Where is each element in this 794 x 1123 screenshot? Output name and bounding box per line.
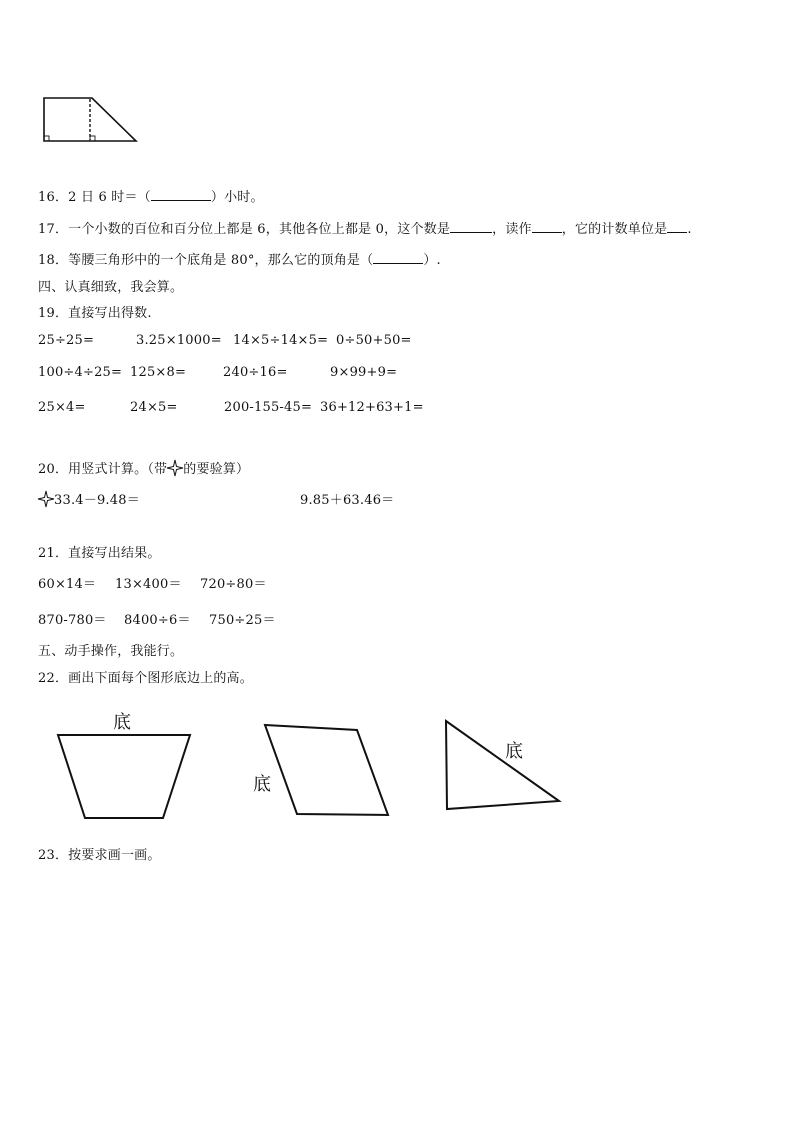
four-point-star-icon: [38, 491, 54, 507]
question-17: 17．一个小数的百位和百分位上都是 6，其他各位上都是 0，这个数是 ，读作 ，它的计数单位是 .: [38, 222, 692, 237]
calc-item: 240÷16=: [223, 365, 288, 380]
section-5-title: 五、动手操作，我能行。: [38, 644, 184, 659]
calc-item: 24×5=: [130, 400, 178, 415]
answer-blank[interactable]: [373, 251, 423, 264]
trapezoid-shape: [55, 732, 195, 822]
question-21-title: 21．直接写出结果。: [38, 546, 161, 561]
answer-blank[interactable]: [450, 220, 492, 233]
calc-item: 14×5÷14×5=: [233, 333, 329, 348]
trapezoid-figure-top: [40, 94, 150, 164]
question-16: 16．2 日 6 时＝（ ）小时。: [38, 190, 264, 205]
calc-item: 3.25×1000=: [136, 333, 222, 348]
parallelogram-shape: [262, 722, 392, 822]
calc-item: 25÷25=: [38, 333, 95, 348]
calc-item: 60×14＝: [38, 577, 97, 592]
vertical-calc-item-1: 33.4－9.48＝: [38, 489, 140, 508]
calc-item: 870-780＝: [38, 613, 107, 628]
calc-item: 8400÷6＝: [124, 613, 191, 628]
question-19-title: 19．直接写出得数.: [38, 306, 152, 321]
answer-blank[interactable]: [667, 220, 687, 233]
base-label: 底: [113, 712, 131, 733]
base-label: 底: [505, 741, 523, 762]
calc-item: 36+12+63+1=: [320, 400, 424, 415]
question-23-title: 23．按要求画一画。: [38, 848, 161, 863]
calc-item: 720÷80＝: [200, 577, 267, 592]
calc-item: 0÷50+50=: [336, 333, 412, 348]
question-22-title: 22．画出下面每个图形底边上的高。: [38, 671, 253, 686]
base-label: 底: [253, 774, 271, 795]
calc-item: 9×99+9=: [330, 365, 398, 380]
answer-blank[interactable]: [532, 220, 562, 233]
vertical-calc-item-2: 9.85＋63.46＝: [300, 493, 395, 508]
calc-item: 13×400＝: [115, 577, 182, 592]
calc-item: 100÷4÷25=: [38, 365, 123, 380]
four-point-star-icon: [167, 460, 183, 476]
calc-item: 750÷25＝: [209, 613, 276, 628]
triangle-shape: [443, 718, 565, 812]
answer-blank[interactable]: [151, 188, 211, 201]
question-20-title: 20．用竖式计算。（带 的要验算）: [38, 462, 250, 477]
section-4-title: 四、认真细致，我会算。: [38, 280, 184, 295]
calc-item: 125×8=: [130, 365, 187, 380]
question-18: 18．等腰三角形中的一个底角是 80°，那么它的顶角是（ ）.: [38, 253, 441, 268]
calc-item: 200-155-45=: [224, 400, 313, 415]
calc-item: 25×4=: [38, 400, 86, 415]
